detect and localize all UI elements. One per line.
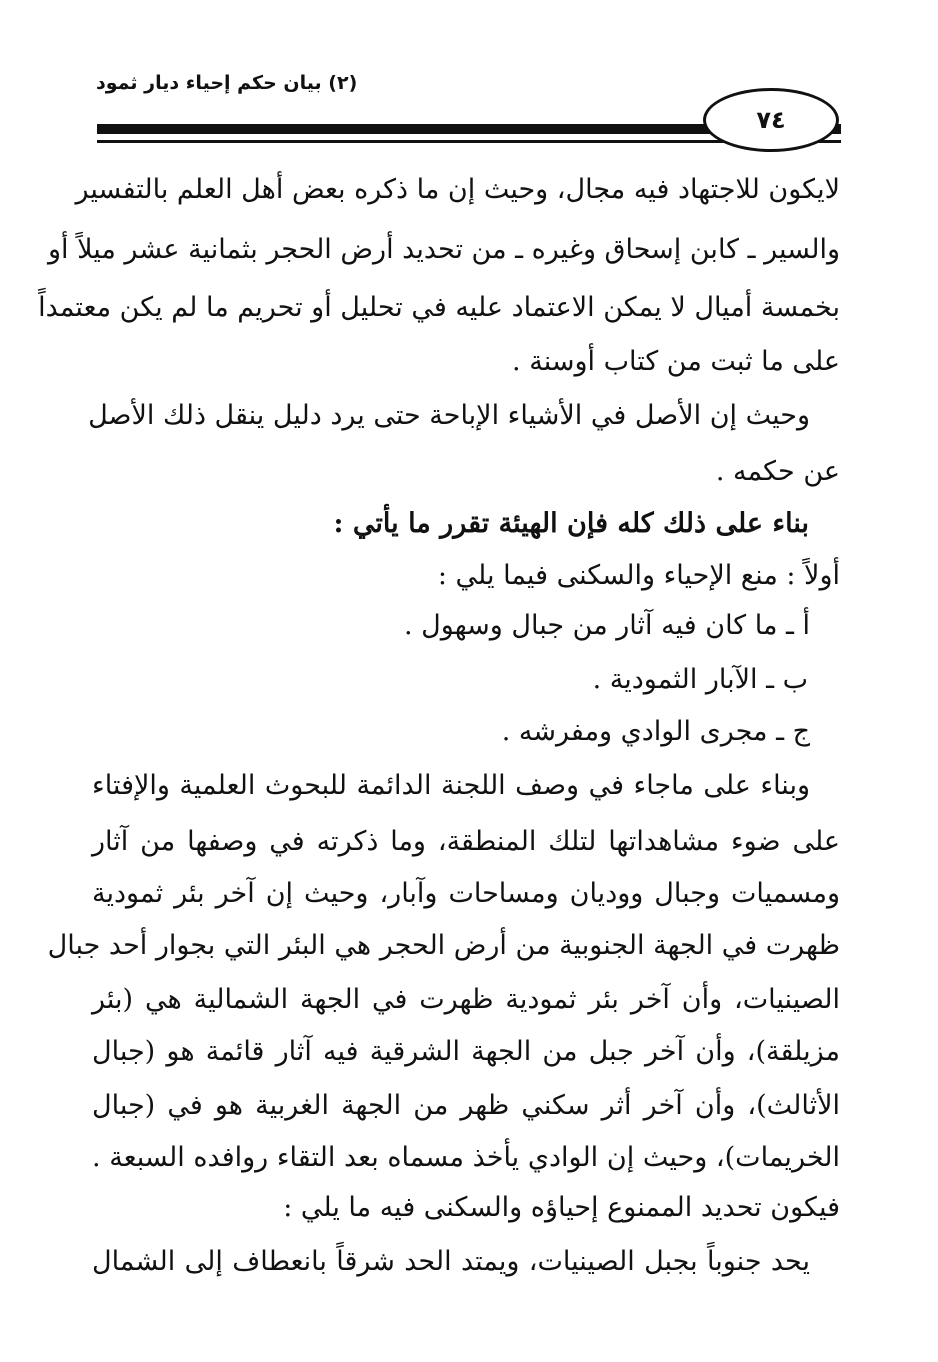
running-title: (٢) بيان حكم إحياء ديار ثمود: [96, 72, 358, 94]
body-line: على ضوء مشاهداتها لتلك المنطقة، وما ذكرته في وصفها من آثار: [92, 826, 840, 857]
section-boundary-heading: فيكون تحديد الممنوع إحياؤه والسكنى فيه ما يلي :: [283, 1192, 840, 1223]
body-line: ظهرت في الجهة الجنوبية من أرض الحجر هي البئر التي بجوار أحد جبال: [47, 930, 840, 961]
page-number: ٧٤: [756, 106, 786, 134]
body-line: على ما ثبت من كتاب أوسنة .: [512, 346, 840, 377]
body-line: والسير ـ كابن إسحاق وغيره ـ من تحديد أرض الحجر بثمانية عشر ميلاً أو: [48, 234, 840, 265]
section-first-heading: أولاً : منع الإحياء والسكنى فيما يلي :: [437, 560, 840, 591]
body-line: لايكون للاجتهاد فيه مجال، وحيث إن ما ذكره بعض أهل العلم بالتفسير: [75, 174, 840, 205]
page-number-oval: [703, 88, 839, 152]
body-line: الصينيات، وأن آخر بئر ثمودية ظهرت في الجهة الشمالية هي (بئر: [92, 984, 840, 1015]
resolution-intro: بناء على ذلك كله فإن الهيئة تقرر ما يأتي :: [333, 508, 809, 539]
body-line: الخريمات)، وحيث إن الوادي يأخذ مسماه بعد التقاء روافده السبعة .: [92, 1142, 840, 1173]
body-line: بخمسة أميال لا يمكن الاعتماد عليه في تحليل أو تحريم ما لم يكن معتمداً: [38, 292, 840, 323]
list-item-c: ج ـ مجرى الوادي ومفرشه .: [501, 716, 810, 747]
body-line: عن حكمه .: [715, 456, 840, 487]
list-item-a: أ ـ ما كان فيه آثار من جبال وسهول .: [403, 610, 810, 641]
body-line: يحد جنوباً بجبل الصينيات، ويمتد الحد شرقاً بانعطاف إلى الشمال: [92, 1246, 810, 1277]
body-line: الأثالث)، وأن آخر أثر سكني ظهر من الجهة الغربية هو في (جبال: [92, 1090, 840, 1121]
body-line: ومسميات وجبال ووديان ومساحات وآبار، وحيث إن آخر بئر ثمودية: [92, 878, 840, 909]
body-line: مزيلقة)، وأن آخر جبل من الجهة الشرقية فيه آثار قائمة هو (جبال: [92, 1036, 840, 1067]
body-line: وبناء على ماجاء في وصف اللجنة الدائمة للبحوث العلمية والإفتاء: [92, 770, 810, 801]
body-line: وحيث إن الأصل في الأشياء الإباحة حتى يرد دليل ينقل ذلك الأصل: [88, 400, 810, 431]
list-item-b: ب ـ الآبار الثمودية .: [592, 664, 808, 695]
